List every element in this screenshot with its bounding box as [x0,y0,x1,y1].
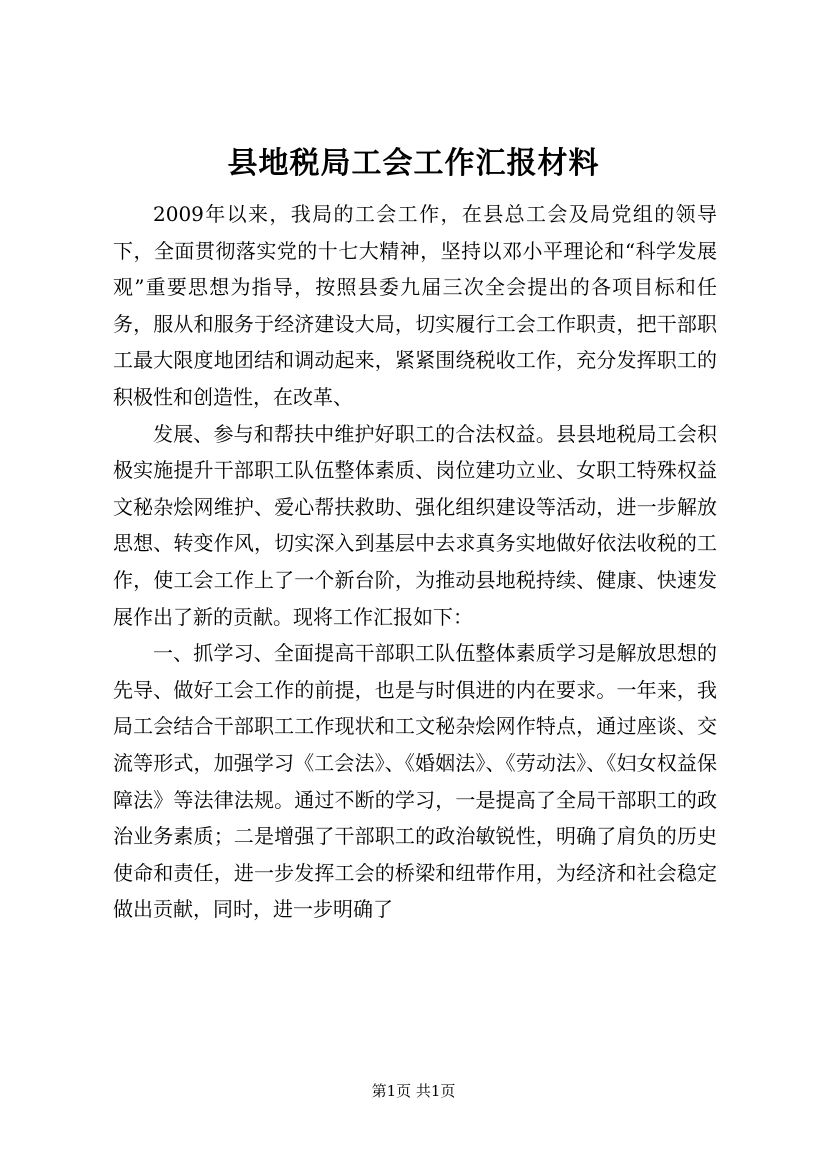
paragraph-1: 2009年以来，我局的工会工作，在县总工会及局党组的领导下，全面贯彻落实党的十七大精神，坚持以邓小平理论和“科学发展观”重要思想为指导，按照县委九届三次全会提出的各项目标和任务，服从和服务于经济建设大局，切实履行工会工作职责，把干部职工最大限度地团结和调动起来，紧紧围绕税收工作，充分发挥职工的积极性和创造性，在改革、 [113,202,717,409]
paragraph-2: 发展、参与和帮扶中维护好职工的合法权益。县县地税局工会积极实施提升干部职工队伍整体素质、岗位建功立业、女职工特殊权益文秘杂烩网维护、爱心帮扶救助、强化组织建设等活动，进一步解放思想、转变作风，切实深入到基层中去求真务实地做好依法收税的工作，使工会工作上了一个新台阶，为推动县地税持续、健康、快速发展作出了新的贡献。现将工作汇报如下： [113,421,717,629]
paragraph-3: 一、抓学习、全面提高干部职工队伍整体素质学习是解放思想的先导、做好工会工作的前提，也是与时俱进的内在要求。一年来，我局工会结合干部职工工作现状和工文秘杂烩网作特点，通过座谈、交流等形式，加强学习《工会法》、《婚姻法》、《劳动法》、《妇女权益保障法》等法律法规。通过不断的学习，一是提高了全局干部职工的政治业务素质；二是增强了干部职工的政治敏锐性，明确了肩负的历史使命和责任，进一步发挥工会的桥梁和纽带作用，为经济和社会稳定做出贡献，同时，进一步明确了 [113,641,717,922]
document-body [113,196,717,928]
document-title: 县地税局工会工作汇报材料 [227,146,600,181]
page-footer: 第1页 共1页 [371,1082,456,1100]
